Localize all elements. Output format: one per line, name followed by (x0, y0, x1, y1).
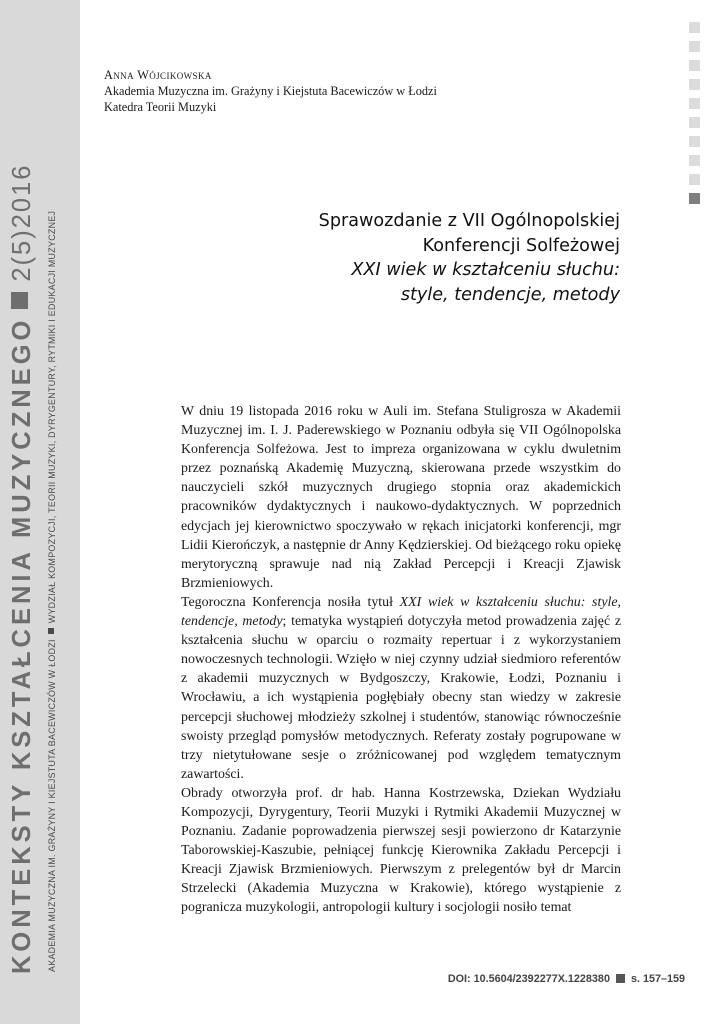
square-dark-icon (689, 193, 700, 204)
doi-label: DOI: 10.5604/2392277X.1228380 (447, 973, 610, 985)
article-body (181, 402, 621, 918)
square-icon (689, 98, 700, 109)
title-line-1: Sprawozdanie z VII Ogólnopolskiej (318, 211, 620, 231)
page-range: s. 157–159 (630, 973, 685, 985)
department-name: WYDZIAŁ KOMPOZYCJI, TEORII MUZYKI, DYRYGENTURY, RYTMIKI I EDUKACJI MUZYCZNEJ (47, 210, 57, 624)
square-icon (689, 155, 700, 166)
author-department: Katedra Teorii Muzyki (104, 100, 217, 114)
square-icon (689, 60, 700, 71)
article-title (200, 209, 620, 307)
paragraph-2 (181, 593, 621, 784)
author-block (104, 67, 437, 115)
separator-square-icon (616, 974, 625, 983)
page-footer (448, 973, 685, 985)
paragraph-3: Obrady otworzyła prof. dr hab. Hanna Kostrzewska, Dziekan Wydziału Kompozycji, Dyrygentury, Teorii Muzyki i Rytmiki Akademii Muzycznej w Poznaniu. Zadanie poprowadzenia pierwszej sesji powierzono dr Katarzynie Taborowskiej-Kaszubie, pełniącej funkcję Kierownika Zakładu Percepcji i Kreacji Zjawisk Brzmieniowych. Pierwszym z prelegentów był dr Marcin Strzelecki (Akademia Muzyczna w Krakowie), którego wystąpienie z pogranicza muzykologii, antropologii kultury i socjologii nosiło temat (181, 785, 621, 916)
journal-title: KONTEKSTY KSZTAŁCENIA MUZYCZNEGO (8, 316, 36, 974)
journal-title-line (8, 164, 37, 974)
author-name: Anna Wójcikowska (104, 68, 212, 82)
publisher-line (47, 211, 57, 972)
title-line-2: Konferencji Solfeżowej (422, 235, 620, 256)
square-icon (689, 136, 700, 147)
square-icon (689, 117, 700, 128)
square-icon (689, 22, 700, 33)
decorative-squares (689, 22, 701, 212)
issue-number: 2(5)2016 (8, 163, 36, 282)
title-line-3: XXI wiek w kształceniu słuchu: (351, 260, 620, 280)
paragraph-1: W dniu 19 listopada 2016 roku w Auli im. Stefana Stuligrosza w Akademii Muzycznej im. I. J. Paderewskiego w Poznaniu odbyła się VII Ogólnopolska Konferencja Solfeżowa. Jest to impreza organizowana w cyklu dwuletnim przez poznańską Akademię Muzyczną, skierowana przede wszystkim do nauczycieli szkół muzycznych drugiego stopnia oraz akademickich pracowników dydaktycznych i naukowo-dydaktycznych. W poprzednich edycjach jej kierownictwo spoczywało w rękach inicjatorki konferencji, mgr Lidii Kierończyk, a następnie dr Anny Kędzierskiej. Od bieżącego roku opiekę merytoryczną sprawuje nad nią Zakład Percepcji i Kreacji Zjawisk Brzmieniowych. (181, 404, 621, 591)
academy-name: AKADEMIA MUZYCZNA IM. GRAŻYNY I KIEJSTUTA BACEWICZÓW W ŁODZI (47, 639, 57, 972)
author-institution: Akademia Muzyczna im. Grażyny i Kiejstuta Bacewiczów w Łodzi (104, 84, 437, 98)
separator-square-icon (11, 292, 28, 309)
square-icon (689, 41, 700, 52)
square-icon (689, 79, 700, 90)
conference-title-italic: XXI wiek w kształceniu słuchu: style, tendencje, metody (181, 594, 621, 630)
square-icon (689, 174, 700, 185)
journal-sidebar-text (0, 0, 80, 1024)
paragraph-2-start: Tegoroczna Konferencja nosiła tytuł (181, 594, 400, 610)
title-line-4: style, tendencje, metody (400, 284, 620, 305)
paragraph-2-end: ; tematyka wystąpień dotyczyła metod prowadzenia zajęć z kształcenia słuchu w oparciu o rozmaity repertuar i z wykorzystaniem nowoczesnych technologii. Wzięło w niej czynny udział siedmioro referentów z akademii muzycznych w Bydgoszczy, Krakowie, Łodzi, Poznaniu i Wrocławiu, a ich wystąpienia pogłębiały obecny stan wiedzy w zakresie percepcji słuchowej młodzieży szkolnej i studentów, stanowiąc równocześnie swoisty przegląd pomysłów metodycznych. Referaty zostały pogrupowane w trzy nietytułowane sesje o zróżnicowanej pod względem tematycznym zawartości. (181, 614, 622, 782)
journal-sidebar (0, 0, 80, 1024)
separator-square-icon (48, 628, 54, 634)
